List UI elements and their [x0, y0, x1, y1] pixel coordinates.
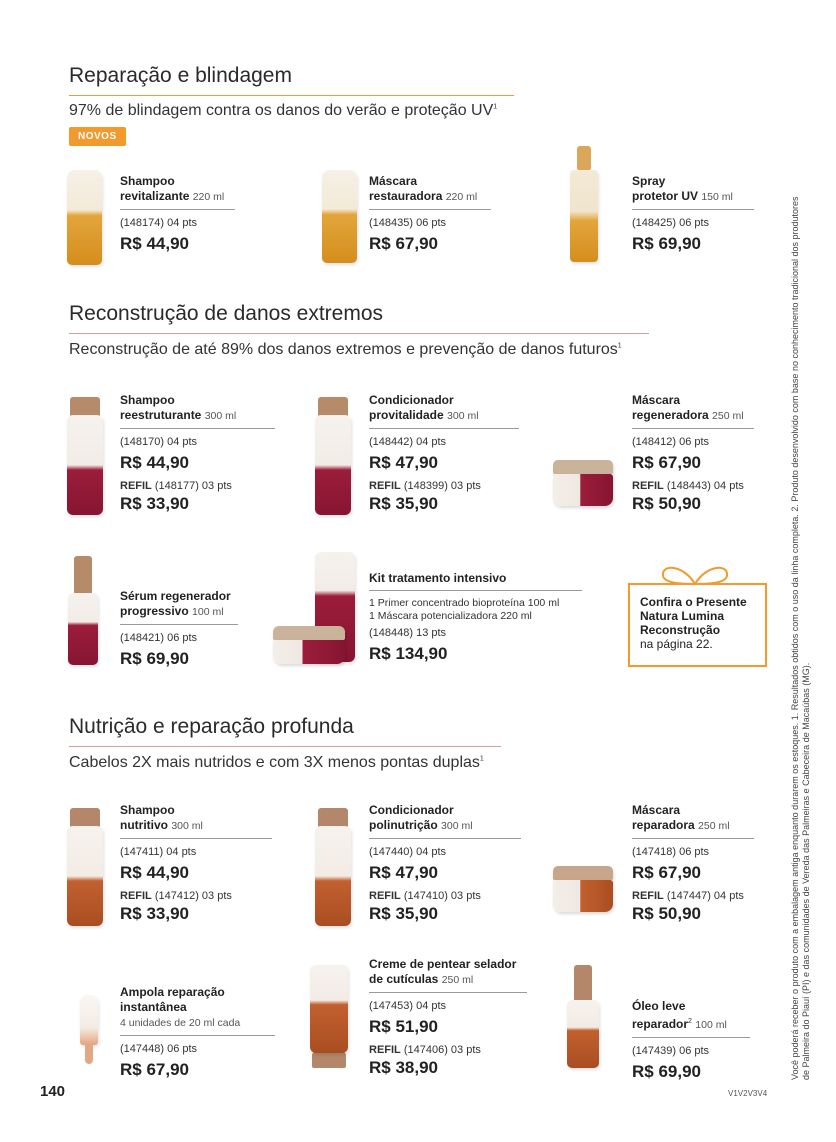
product-ampola-reparacao: Ampola reparação instantânea 4 unidades de 20 ml cada (147448) 06 pts R$ 67,90 — [120, 985, 275, 1080]
product-kit-tratamento: Kit tratamento intensivo 1 Primer concentrado bioproteína 100 ml 1 Máscara potencializadora 220 ml (148448) 13 pts R$ 134,90 — [369, 571, 582, 664]
product-mascara-regeneradora: Máscara regeneradora 250 ml (148412) 06 pts R$ 67,90 REFIL (148443) 04 pts R$ 50,90 — [632, 393, 754, 514]
price: R$ 51,90 — [369, 1017, 438, 1036]
refil-price: R$ 33,90 — [120, 904, 189, 923]
product-shampoo-revitalizante: Shampoo revitalizante 220 ml (148174) 04 pts R$ 44,90 — [120, 174, 235, 254]
price: R$ 134,90 — [369, 644, 448, 663]
price: R$ 69,90 — [632, 1062, 701, 1081]
version-code: V1V2V3V4 — [728, 1089, 768, 1098]
product-shampoo-reestruturante: Shampoo reestruturante 300 ml (148170) 04 pts R$ 44,90 REFIL (148177) 03 pts R$ 33,90 — [120, 393, 275, 514]
gift-callout-text: Confira o Presente Natura Lumina Reconstrução na página 22. — [640, 595, 747, 651]
product-shampoo-nutritivo: Shampoo nutritivo 300 ml (147411) 04 pts R$ 44,90 REFIL (147412) 03 pts R$ 33,90 — [120, 803, 272, 924]
price: R$ 44,90 — [120, 453, 189, 472]
product-mascara-reparadora: Máscara reparadora 250 ml (147418) 06 pts R$ 67,90 REFIL (147447) 04 pts R$ 50,90 — [632, 803, 754, 924]
product-mascara-restauradora: Máscara restauradora 220 ml (148435) 06 pts R$ 67,90 — [369, 174, 491, 254]
side-disclaimer: Você poderá receber o produto com a embalagem antiga enquanto durarem os estoques. 1. Resultados obtidos com o uso da linha completa. 2. Produto desenvolvido com base no conhecimento tradicional dos produtores de Palmeira do Piauí (PI) e das comunidades de Vereda das Palmeiras e Cabeceira de Macaúbas (MG). — [790, 196, 811, 1080]
refil-price: R$ 33,90 — [120, 494, 189, 513]
section-divider — [69, 95, 514, 96]
product-spray-protetor-uv: Spray protetor UV 150 ml (148425) 06 pts R$ 69,90 — [632, 174, 754, 254]
price: R$ 44,90 — [120, 863, 189, 882]
section-title-reparacao: Reparação e blindagem — [69, 64, 292, 87]
refil-price: R$ 35,90 — [369, 494, 438, 513]
refil-price: R$ 38,90 — [369, 1058, 438, 1077]
price: R$ 44,90 — [120, 234, 189, 253]
product-serum-regenerador: Sérum regenerador progressivo 100 ml (148421) 06 pts R$ 69,90 — [120, 589, 238, 669]
product-condicionador-polinutricao: Condicionador polinutrição 300 ml (147440) 04 pts R$ 47,90 REFIL (147410) 03 pts R$ 35,90 — [369, 803, 521, 924]
price: R$ 47,90 — [369, 863, 438, 882]
product-condicionador-provitalidade: Condicionador provitalidade 300 ml (148442) 04 pts R$ 47,90 REFIL (148399) 03 pts R$ 35,90 — [369, 393, 519, 514]
section-title-reconstrucao: Reconstrução de danos extremos — [69, 302, 384, 325]
refil-price: R$ 50,90 — [632, 494, 701, 513]
product-creme-pentear: Creme de pentear selador de cutículas 250 ml (147453) 04 pts R$ 51,90 REFIL (147406) 03 pts R$ 38,90 — [369, 957, 527, 1078]
price: R$ 67,90 — [120, 1060, 189, 1079]
refil-price: R$ 50,90 — [632, 904, 701, 923]
refil-price: R$ 35,90 — [369, 904, 438, 923]
section-subtitle-nutricao: Cabelos 2X mais nutridos e com 3X menos pontas duplas$^1$ — [69, 754, 484, 771]
page-number: 140 — [40, 1083, 66, 1100]
price: R$ 67,90 — [632, 453, 701, 472]
price: R$ 69,90 — [632, 234, 701, 253]
price: R$ 67,90 — [632, 863, 701, 882]
section-subtitle-reparacao: 97% de blindagem contra os danos do verão e proteção $UV^1$ — [69, 102, 498, 119]
section-title-nutricao: Nutrição e reparação profunda — [69, 715, 354, 738]
section-subtitle-reconstrucao: Reconstrução de até 89% dos danos extremos e prevenção de danos futuros$^1$ — [69, 341, 622, 358]
price: R$ 67,90 — [369, 234, 438, 253]
price: R$ 47,90 — [369, 453, 438, 472]
section-divider — [69, 746, 501, 747]
section-divider — [69, 333, 649, 334]
product-oleo-leve: Óleo leve reparador$^2$ 100 ml (147439) 06 pts R$ 69,90 — [632, 999, 750, 1082]
price: R$ 69,90 — [120, 649, 189, 668]
new-badge: NOVOS — [69, 127, 126, 146]
